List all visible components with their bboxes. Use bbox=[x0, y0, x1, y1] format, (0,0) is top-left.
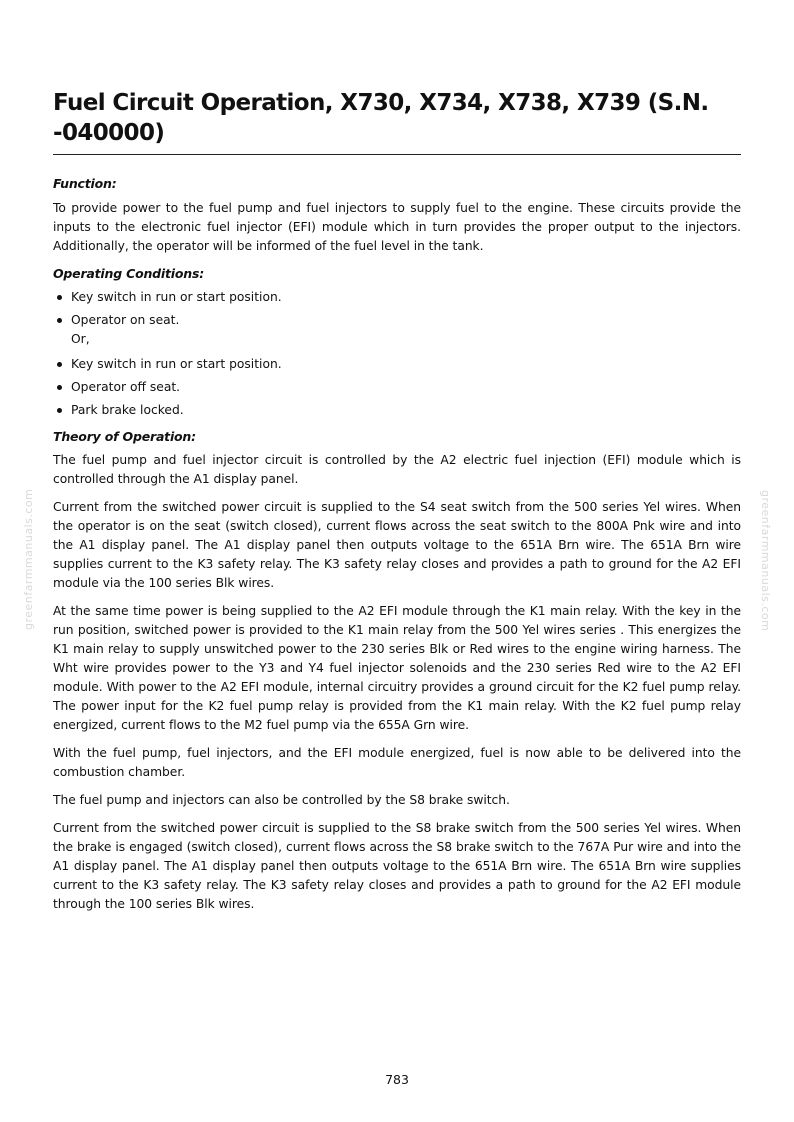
bullet-icon bbox=[57, 385, 62, 390]
page-number: 783 bbox=[385, 1072, 409, 1087]
document-page bbox=[53, 88, 741, 923]
operating-conditions-list-2 bbox=[53, 355, 741, 420]
bullet-icon bbox=[57, 318, 62, 323]
operating-conditions-list-1 bbox=[53, 288, 741, 349]
list-item: Key switch in run or start position. bbox=[53, 355, 741, 374]
theory-paragraph: Current from the switched power circuit is supplied to the S8 brake switch from the 500 series Yel wires. When the brake is engaged (switch closed), current flows across the S8 brake switch to the 767A Pur wire and into the A1 display panel. The A1 display panel then outputs voltage to the 651A Brn wire. The 651A Brn wire supplies current to the K3 safety relay. The K3 safety relay closes and provides a path to ground for the A2 EFI module through the 100 series Blk wires. bbox=[53, 821, 741, 911]
list-item: Key switch in run or start position. bbox=[53, 288, 741, 307]
function-heading: Function: bbox=[53, 176, 117, 191]
bullet-icon bbox=[57, 295, 62, 300]
list-item: Operator off seat. bbox=[53, 378, 741, 397]
operating-conditions-heading: Operating Conditions: bbox=[53, 266, 204, 281]
theory-heading: Theory of Operation: bbox=[53, 429, 196, 444]
theory-paragraph: With the fuel pump, fuel injectors, and the EFI module energized, fuel is now able to be delivered into the combustion chamber. bbox=[53, 746, 741, 779]
function-paragraph: To provide power to the fuel pump and fuel injectors to supply fuel to the engine. These circuits provide the inputs to the electronic fuel injector (EFI) module which in turn provides the proper output to the injectors. Additionally, the operator will be informed of the fuel level in the tank. bbox=[53, 201, 741, 253]
page-title: Fuel Circuit Operation, X730, X734, X738, X739 (S.N. -040000) bbox=[53, 88, 741, 155]
theory-paragraph: The fuel pump and fuel injector circuit is controlled by the A2 electric fuel injection (EFI) module which is controlled through the A1 display panel. bbox=[53, 453, 741, 486]
theory-paragraph: The fuel pump and injectors can also be controlled by the S8 brake switch. bbox=[53, 793, 510, 807]
bullet-icon bbox=[57, 362, 62, 367]
or-text: Or, bbox=[71, 332, 90, 346]
list-item: Park brake locked. bbox=[53, 401, 741, 420]
watermark-right: greenfarmmanuals.com bbox=[759, 490, 772, 632]
theory-paragraph: Current from the switched power circuit is supplied to the S4 seat switch from the 500 series Yel wires. When the operator is on the seat (switch closed), current flows across the seat switch to the 800A Pnk wire and into the A1 display panel. The A1 display panel then outputs voltage to the 651A Brn wire. The 651A Brn wire supplies current to the K3 safety relay. The K3 safety relay closes and provides a path to ground for the A2 EFI module via the 100 series Blk wires. bbox=[53, 500, 741, 590]
bullet-icon bbox=[57, 408, 62, 413]
theory-paragraph: At the same time power is being supplied to the A2 EFI module through the K1 main relay. With the key in the run position, switched power is provided to the K1 main relay from the 500 Yel wires series . This energizes the K1 main relay to supply unswitched power to the 230 series Blk or Red wires to the engine wiring harness. The Wht wire provides power to the Y3 and Y4 fuel injector solenoids and the 230 series Red wire to the A2 EFI module. With power to the A2 EFI module, internal circuitry provides a ground circuit for the K2 fuel pump relay. The power input for the K2 fuel pump relay is provided from the K1 main relay. With the K2 fuel pump relay energized, current flows to the M2 fuel pump via the 655A Grn wire. bbox=[53, 604, 741, 732]
watermark-left: greenfarmmanuals.com bbox=[22, 488, 35, 630]
list-item: Operator on seat. Or, bbox=[53, 311, 741, 349]
